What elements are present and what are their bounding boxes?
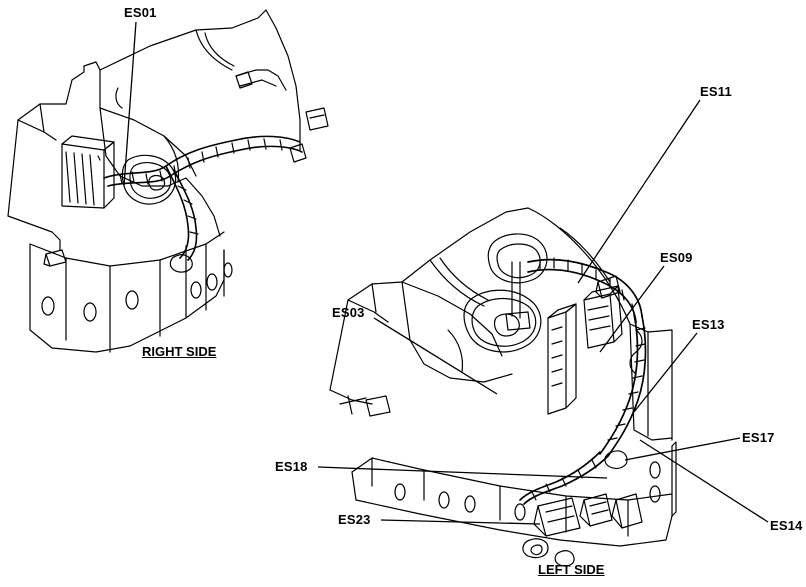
callout-label-es18[interactable]: ES18 <box>275 459 308 474</box>
leader-ES09 <box>600 266 664 352</box>
callout-label-es14[interactable]: ES14 <box>770 518 803 533</box>
callout-label-es09[interactable]: ES09 <box>660 250 693 265</box>
callout-label-es13[interactable]: ES13 <box>692 317 725 332</box>
section-label-left-side: LEFT SIDE <box>538 562 605 577</box>
callout-label-es01[interactable]: ES01 <box>124 5 157 20</box>
leader-ES03 <box>374 318 497 394</box>
callout-label-es23[interactable]: ES23 <box>338 512 371 527</box>
leader-ES01 <box>124 22 136 186</box>
leader-ES18 <box>318 467 607 478</box>
leader-ES14 <box>640 440 768 522</box>
section-label-right-side: RIGHT SIDE <box>142 344 217 359</box>
leader-ES13 <box>634 333 697 412</box>
callout-label-es03[interactable]: ES03 <box>332 305 365 320</box>
leader-ES23 <box>381 520 540 524</box>
callout-label-es17[interactable]: ES17 <box>742 430 775 445</box>
callout-label-es11[interactable]: ES11 <box>700 84 732 99</box>
